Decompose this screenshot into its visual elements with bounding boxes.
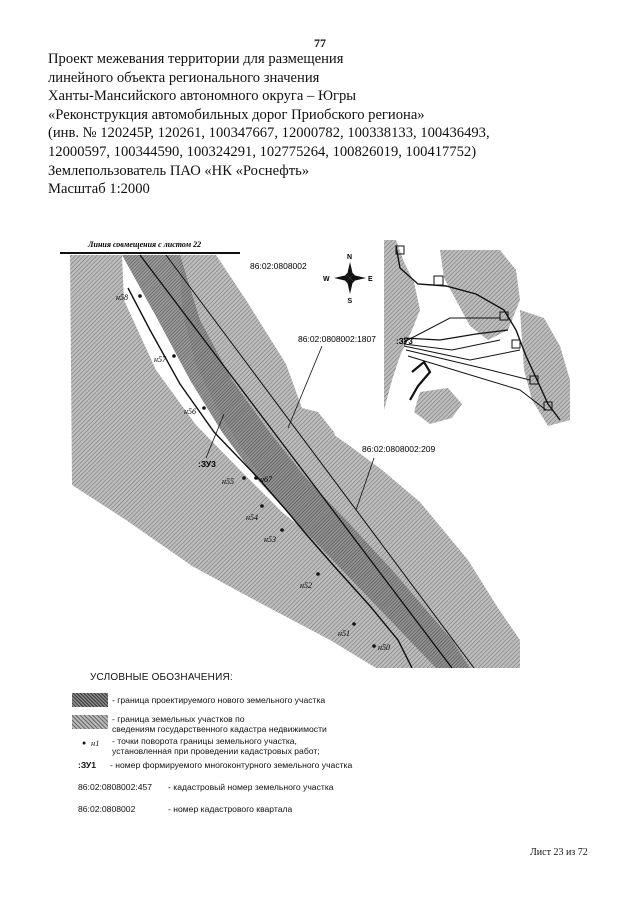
legend-text: установленная при проведении кадастровых работ; [112, 746, 320, 756]
legend-text-block [112, 714, 327, 734]
title-line: (инв. № 120245Р, 120261, 100347667, 12000782, 100338133, 100436493, [48, 125, 490, 142]
parcel-label-209: 86:02:0808002:209 [362, 444, 436, 454]
legend-zu-key: :ЗУ1 [78, 760, 97, 770]
compass-w: W [323, 276, 330, 283]
point-label: н52 [300, 581, 312, 590]
legend-text: - номер кадастрового квартала [168, 804, 293, 814]
turning-point [242, 476, 246, 480]
legend-text: сведениям государственного кадастра недвижимости [112, 724, 327, 734]
point-dot-icon: ● [82, 740, 87, 747]
legend-text-block [112, 736, 320, 756]
cadastral-swatch-icon [72, 715, 108, 729]
scale-line: Масштаб 1:2000 [48, 181, 150, 198]
point-label: н53 [264, 535, 276, 544]
legend-text: - кадастровый номер земельного участка [168, 782, 334, 792]
legend-text: - граница земельных участков по [112, 714, 245, 724]
cadastral-map [0, 228, 640, 668]
legend-row-new-parcel [72, 692, 572, 714]
title-line: линейного объекта регионального значения [48, 69, 320, 86]
legend-heading: УСЛОВНЫЕ ОБОЗНАЧЕНИЯ: [90, 672, 233, 683]
compass-icon [323, 254, 373, 305]
legend-text: - граница проектируемого нового земельного участка [112, 695, 326, 705]
legend-row-zu [72, 758, 572, 780]
overview-inset [384, 240, 570, 430]
point-label: н50 [378, 643, 390, 652]
compass-e: E [368, 276, 373, 283]
point-label: н58 [116, 293, 128, 302]
point-label: н55 [222, 477, 234, 486]
legend [72, 672, 572, 824]
turning-point [202, 406, 206, 410]
turning-point [172, 354, 176, 358]
alignment-line-label: Линия совмещения с листом 22 [88, 240, 202, 249]
turning-point [372, 644, 376, 648]
parcel-label-1807: 86:02:0808002:1807 [298, 334, 376, 344]
zu-label: :ЗУ3 [198, 459, 216, 469]
legend-cad-key: 86:02:0808002:457 [78, 782, 153, 792]
page-number: 77 [314, 36, 326, 50]
point-label: н67 [260, 475, 272, 484]
legend-row-points [72, 736, 572, 758]
title-line: «Реконструкция автомобильных дорог Приобского региона» [48, 106, 425, 123]
quarter-label: 86:02:0808002 [250, 261, 307, 271]
turning-point [254, 476, 258, 480]
title-line: Землепользователь ПАО «НК «Роснефть» [48, 162, 310, 179]
sheet-number: Лист 23 из 72 [530, 847, 588, 858]
legend-text: - точки поворота границы земельного участка, [112, 736, 297, 746]
turning-point [352, 622, 356, 626]
point-label: н56 [184, 407, 196, 416]
title-line: 12000597, 100344590, 100324291, 102775264, 100826019, 100417752) [48, 143, 477, 160]
turning-point [280, 528, 284, 532]
inset-zu-label: :ЗУ3 [396, 337, 413, 346]
legend-text: - номер формируемого многоконтурного земельного участка [110, 760, 353, 770]
turning-point [138, 294, 142, 298]
new-parcel-swatch-icon [72, 693, 108, 707]
legend-quarter-key: 86:02:0808002 [78, 804, 136, 814]
point-label: н51 [338, 629, 350, 638]
turning-point [316, 572, 320, 576]
legend-row-cadastral [72, 714, 572, 736]
point-label: н57 [154, 355, 166, 364]
point-label: н54 [246, 513, 258, 522]
title-line: Ханты-Мансийского автономного округа – Югры [48, 88, 357, 105]
compass-n: N [347, 254, 353, 261]
turning-point [260, 504, 264, 508]
title-line: Проект межевания территории для размещения [48, 51, 344, 67]
legend-row-quarter [72, 802, 572, 824]
legend-point-label: н1 [91, 738, 100, 748]
legend-row-cad-number [72, 780, 572, 802]
compass-s: S [347, 298, 353, 305]
title-block [48, 50, 608, 199]
